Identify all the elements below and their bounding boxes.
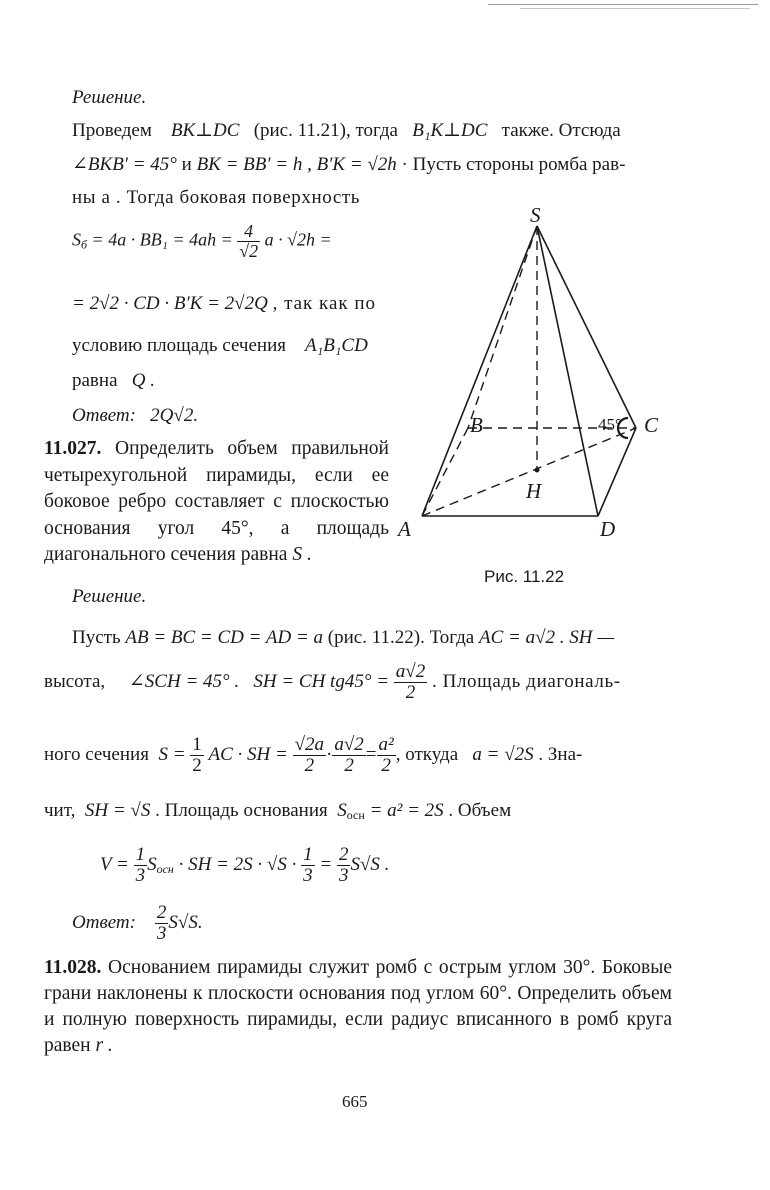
top-scan-rule-secondary xyxy=(520,8,750,9)
text: Проведем xyxy=(72,120,152,141)
math: S . xyxy=(292,544,312,565)
text: ного сечения xyxy=(44,743,149,765)
solution-line xyxy=(72,336,368,355)
text: , откуда xyxy=(395,743,459,765)
denominator: 2 xyxy=(381,754,391,776)
math: SH = √S xyxy=(84,800,151,821)
solution-line: ны a . Тогда боковая поверхность xyxy=(72,187,361,208)
fraction xyxy=(237,222,260,261)
numerator: 1 xyxy=(303,844,313,865)
denominator: 2 xyxy=(405,681,416,703)
fraction xyxy=(190,735,204,776)
numerator: 1 xyxy=(192,734,202,755)
solution-label: Решение. xyxy=(72,87,147,108)
fraction xyxy=(337,845,351,886)
label-A: A xyxy=(398,517,411,541)
text: . Объем xyxy=(448,800,512,821)
answer-value: S√S. xyxy=(168,911,203,933)
math: A₁B₁CD xyxy=(304,335,368,356)
text: чит, xyxy=(44,800,76,821)
subscript: осн xyxy=(346,808,365,822)
problem-number: 11.028. xyxy=(44,957,102,978)
answer-value: 2Q√2. xyxy=(150,405,199,426)
problem-text: Определить объем правильной четырехугольной пирамиды, если ее боковое ребро составляет с плоскостью основания угол 45°, а площадь диагонального сечения равна xyxy=(44,438,389,565)
label-B: B xyxy=(470,413,483,437)
fraction xyxy=(134,845,148,886)
text: (рис. 11.21), тогда xyxy=(253,120,398,141)
denominator: 2 xyxy=(192,754,202,776)
label-D: D xyxy=(600,517,616,541)
math: B₁K⊥DC xyxy=(412,120,488,141)
math: BK = BB′ = h , B′K = √2h xyxy=(196,154,397,175)
math: S xyxy=(147,853,157,875)
denominator: 2 xyxy=(344,754,354,776)
numerator: a√2 xyxy=(395,661,426,682)
page-number: 665 xyxy=(342,1092,368,1111)
numerator: 2 xyxy=(338,844,349,865)
denominator: 2 xyxy=(304,754,315,776)
math: ∠BKB′ = 45° xyxy=(72,154,177,175)
text: · Пусть стороны ромба рав- xyxy=(401,154,626,175)
text: и xyxy=(181,154,192,175)
denominator: 3 xyxy=(303,864,313,886)
label-C: C xyxy=(644,413,659,437)
math: = xyxy=(319,853,333,875)
formula-line xyxy=(72,294,376,313)
solution-line xyxy=(72,628,614,647)
math: = 4a · BB₁ = 4ah = xyxy=(91,229,233,250)
fraction xyxy=(377,735,396,776)
text: также. Отсюда xyxy=(501,120,621,141)
math: S = xyxy=(158,743,186,765)
fraction xyxy=(332,735,365,776)
answer-label: Ответ: xyxy=(72,405,136,426)
solution-label: Решение. xyxy=(72,586,147,607)
denominator: √2 xyxy=(239,240,259,261)
solution-line xyxy=(72,121,621,140)
answer-label: Ответ: xyxy=(72,911,136,933)
edge-SB xyxy=(468,226,537,428)
text: Пусть xyxy=(72,627,121,648)
numerator: a√2 xyxy=(334,734,364,755)
math: r . xyxy=(95,1035,113,1056)
solution-line xyxy=(44,662,621,703)
text: (рис. 11.22). Тогда xyxy=(327,627,475,648)
math: = 2√2 · CD · B′K = 2√2Q xyxy=(72,293,268,314)
label-H: H xyxy=(526,479,542,503)
denominator: 3 xyxy=(156,922,167,944)
math: Q . xyxy=(131,370,155,391)
numerator: 1 xyxy=(135,844,146,865)
solution-line xyxy=(72,155,625,174)
pyramid-figure xyxy=(390,203,675,548)
denominator: 3 xyxy=(338,864,349,886)
problem-text: Основанием пирамиды служит ромб с острым углом 30°. Боковые грани наклонены к плоскости основания под углом 60°. Определить объем и полную поверхность пирамиды, если радиус вписанного в ромб круга равен xyxy=(44,957,673,1056)
answer-2 xyxy=(72,903,203,944)
math: S√S . xyxy=(350,853,390,875)
math: a · √2h = xyxy=(264,229,332,250)
fraction xyxy=(293,735,326,776)
text: . Площадь основания xyxy=(155,800,328,821)
edge-SC xyxy=(537,226,636,428)
math: ∠SCH = 45° . xyxy=(128,670,240,692)
numerator: √2a xyxy=(294,734,325,755)
fraction xyxy=(394,662,427,703)
subscript: осн xyxy=(156,861,174,876)
denominator: 3 xyxy=(135,864,146,886)
solution-line: ного сечения S = $\frac{1}{2}$ AC · SH = $\frac{√2a}{2}$ · $\frac{a√2}{2}$ = $\frac{\text{a²}}{2}$ , откуда a = √2S . Зна- xyxy=(44,734,583,776)
numerator: 4 xyxy=(237,222,260,242)
formula-lateral-surface xyxy=(72,222,332,261)
math: S xyxy=(72,229,81,250)
math: AB = BC = CD = AD = a xyxy=(125,627,324,648)
text: равна xyxy=(72,370,118,391)
edge-SD xyxy=(537,226,598,516)
math: SH = CH tg45° = xyxy=(253,670,390,692)
fraction xyxy=(155,903,169,944)
answer-1 xyxy=(72,406,198,425)
subscript: б xyxy=(81,237,88,252)
math: = a² = 2S xyxy=(369,800,444,821)
edge-SA xyxy=(422,226,537,516)
formula-volume xyxy=(100,845,389,886)
numerator: 2 xyxy=(156,902,167,923)
text: высота, xyxy=(44,670,106,692)
math: a = √2S xyxy=(472,743,534,765)
numerator: a² xyxy=(378,734,394,755)
point-H xyxy=(535,468,540,473)
label-angle: 45° xyxy=(598,415,622,434)
figure-caption: Рис. 11.22 xyxy=(484,567,565,586)
solution-line xyxy=(72,371,155,390)
math: AC = a√2 . SH — xyxy=(478,627,615,648)
fraction xyxy=(301,845,315,886)
text: . Площадь диагональ- xyxy=(431,670,621,692)
math: BK⊥DC xyxy=(170,120,240,141)
text: условию площадь сечения xyxy=(72,335,286,356)
text: , так как по xyxy=(272,293,377,314)
math: · SH = 2S · √S · xyxy=(178,853,297,875)
label-S: S xyxy=(530,203,541,227)
edge-BA xyxy=(422,428,468,516)
math: AC · SH = xyxy=(208,743,288,765)
text: . Зна- xyxy=(538,743,583,765)
top-scan-rule xyxy=(488,4,758,5)
math: S xyxy=(337,800,347,821)
problem-number: 11.027. xyxy=(44,438,102,459)
problem-11-028 xyxy=(44,955,672,1059)
problem-11-027 xyxy=(44,436,389,569)
solution-line xyxy=(44,801,511,821)
math: V = xyxy=(100,853,129,875)
